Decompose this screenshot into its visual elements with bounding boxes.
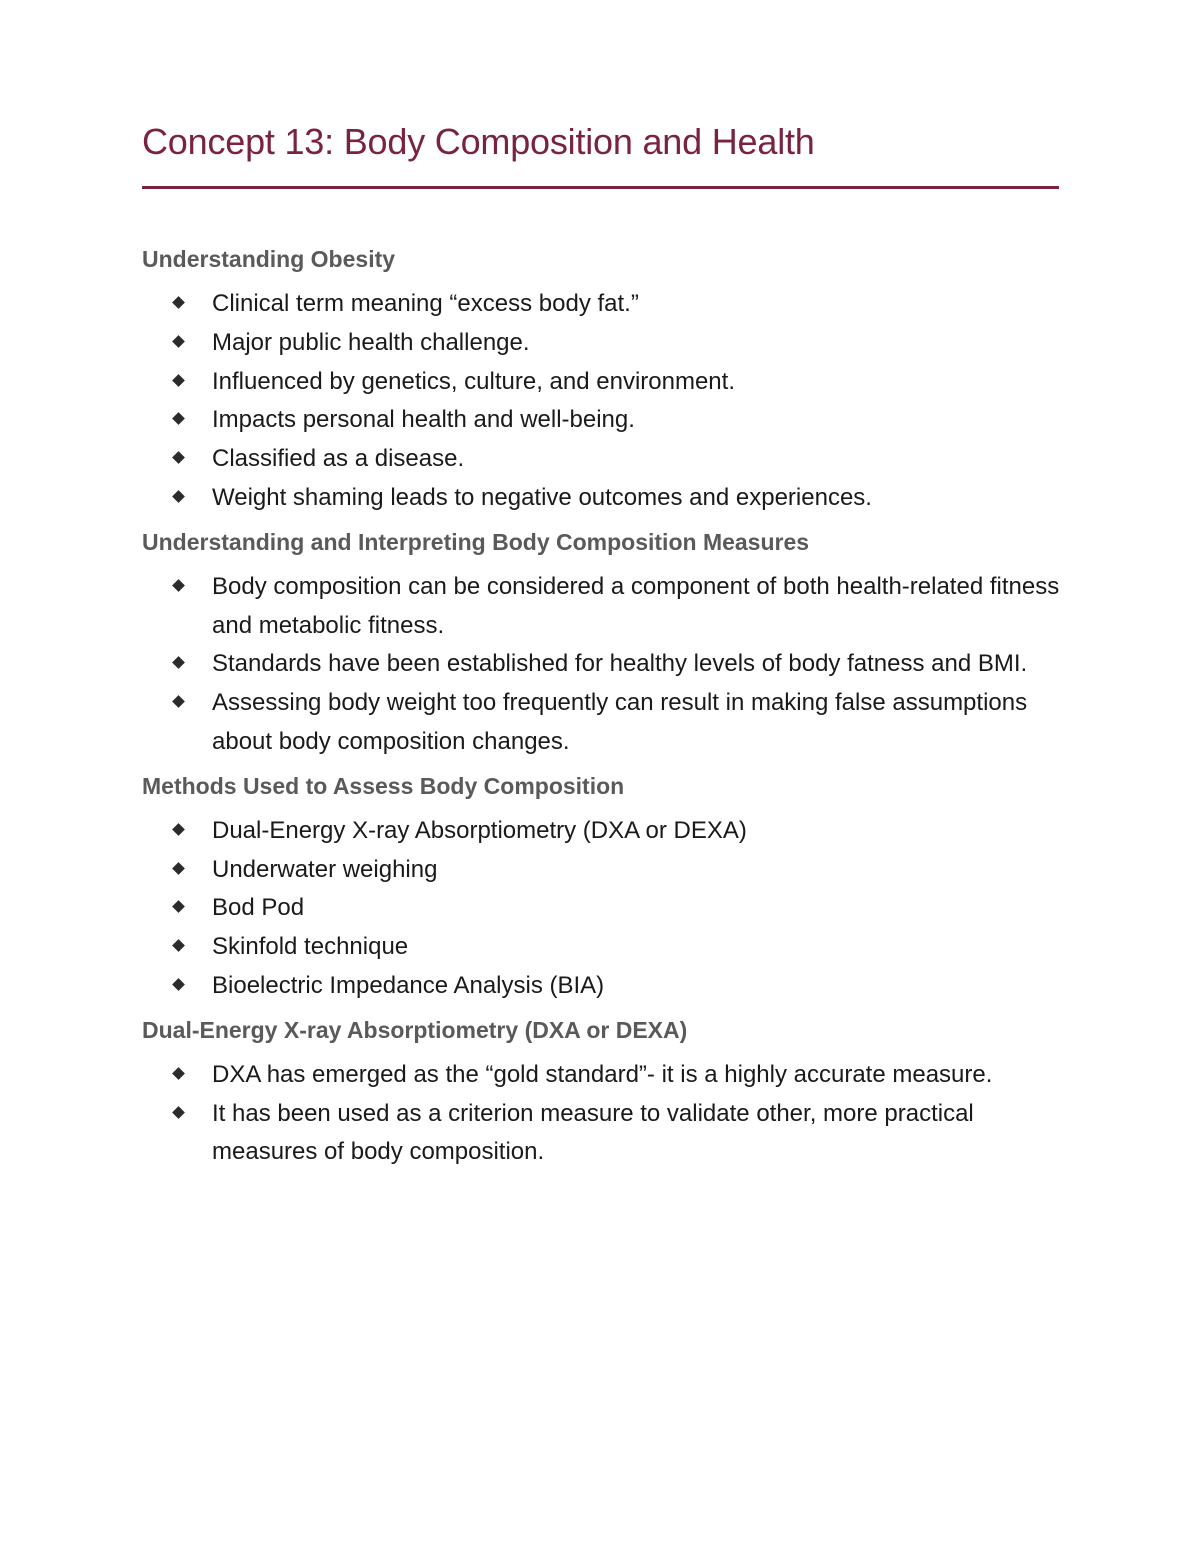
list-item: Bioelectric Impedance Analysis (BIA) [142, 967, 1060, 1006]
bullet-diamond-icon [172, 413, 185, 426]
list-item: Clinical term meaning “excess body fat.” [142, 285, 1060, 324]
bullet-list-understanding-obesity [142, 285, 1060, 518]
section-heading-interpreting-measures: Understanding and Interpreting Body Composition Measures [142, 528, 810, 555]
bullet-list-interpreting-measures [142, 568, 1060, 762]
list-item: Underwater weighing [142, 851, 1060, 890]
list-item: Classified as a disease. [142, 440, 1060, 479]
list-item: Standards have been established for healthy levels of body fatness and BMI. [142, 645, 1060, 684]
list-item: Impacts personal health and well-being. [142, 401, 1060, 440]
bullet-diamond-icon [172, 374, 185, 387]
list-item: DXA has emerged as the “gold standard”- it is a highly accurate measure. [142, 1056, 1060, 1095]
bullet-diamond-icon [172, 1067, 185, 1080]
bullet-diamond-icon [172, 490, 185, 503]
bullet-list-assessment-methods [142, 812, 1060, 1006]
bullet-diamond-icon [172, 451, 185, 464]
bullet-diamond-icon [172, 1106, 185, 1119]
list-item: It has been used as a criterion measure to validate other, more practical measures of body composition. [142, 1095, 1060, 1173]
section-heading-understanding-obesity: Understanding Obesity [142, 246, 396, 272]
bullet-diamond-icon [172, 296, 185, 309]
bullet-diamond-icon [172, 978, 185, 991]
bullet-diamond-icon [172, 335, 185, 348]
list-item: Assessing body weight too frequently can result in making false assumptions about body composition changes. [142, 684, 1060, 762]
bullet-diamond-icon [172, 862, 185, 875]
list-item: Skinfold technique [142, 928, 1060, 967]
list-item: Influenced by genetics, culture, and environment. [142, 363, 1060, 402]
bullet-diamond-icon [172, 900, 185, 913]
list-item: Major public health challenge. [142, 324, 1060, 363]
bullet-list-dxa [142, 1056, 1060, 1172]
list-item: Bod Pod [142, 889, 1060, 928]
title-divider [142, 186, 1059, 189]
page-title: Concept 13: Body Composition and Health [142, 121, 815, 162]
section-heading-dxa: Dual-Energy X-ray Absorptiometry (DXA or DEXA) [142, 1016, 688, 1043]
bullet-diamond-icon [172, 939, 185, 952]
bullet-diamond-icon [172, 695, 185, 708]
bullet-diamond-icon [172, 579, 185, 592]
list-item: Weight shaming leads to negative outcomes and experiences. [142, 479, 1060, 518]
section-heading-assessment-methods: Methods Used to Assess Body Composition [142, 772, 625, 799]
list-item: Dual-Energy X-ray Absorptiometry (DXA or DEXA) [142, 812, 1060, 851]
bullet-diamond-icon [172, 823, 185, 836]
list-item: Body composition can be considered a component of both health-related fitness and metabolic fitness. [142, 568, 1060, 646]
document-body [142, 118, 1060, 1172]
bullet-diamond-icon [172, 657, 185, 670]
